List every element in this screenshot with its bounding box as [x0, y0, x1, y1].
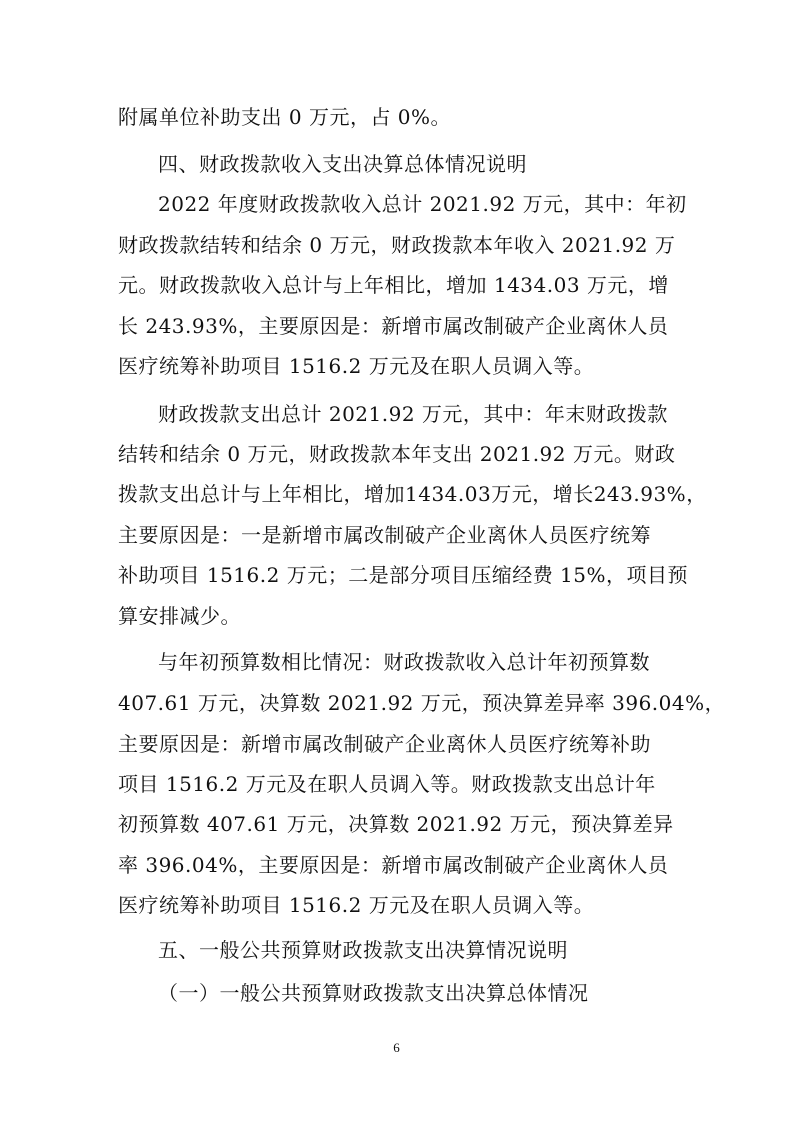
paragraph-line: 结转和结余 0 万元，财政拨款本年支出 2021.92 万元。财政: [118, 442, 676, 466]
section-heading-4: 四、财政拨款收入支出决算总体情况说明: [158, 152, 527, 176]
paragraph-line: 附属单位补助支出 0 万元，占 0%。: [118, 105, 452, 129]
page-number: 6: [393, 1040, 400, 1055]
paragraph-line: 初预算数 407.61 万元，决算数 2021.92 万元，预决算差异: [118, 812, 674, 836]
paragraph-line: 财政拨款结转和结余 0 万元，财政拨款本年收入 2021.92 万: [118, 233, 676, 257]
paragraph-line: 医疗统筹补助项目 1516.2 万元及在职人员调入等。: [118, 354, 595, 378]
paragraph-line: 项目 1516.2 万元及在职人员调入等。财政拨款支出总计年: [118, 772, 656, 796]
paragraph-line: 主要原因是：一是新增市属改制破产企业离休人员医疗统筹: [118, 523, 651, 547]
section-heading-5: 五、一般公共预算财政拨款支出决算情况说明: [158, 938, 568, 962]
paragraph-line: 拨款支出总计与上年相比，增加1434.03万元，增长243.93%，: [118, 482, 707, 506]
paragraph-line: 407.61 万元，决算数 2021.92 万元，预决算差异率 396.04%，: [118, 691, 726, 715]
paragraph-line: 元。财政拨款收入总计与上年相比，增加 1434.03 万元，增: [118, 273, 669, 297]
paragraph-line: 主要原因是：新增市属改制破产企业离休人员医疗统筹补助: [118, 732, 651, 756]
paragraph-line: 2022 年度财政拨款收入总计 2021.92 万元，其中：年初: [158, 192, 687, 216]
paragraph-line: 率 396.04%，主要原因是：新增市属改制破产企业离休人员: [118, 853, 669, 877]
paragraph-line: 与年初预算数相比情况：财政拨款收入总计年初预算数: [158, 650, 650, 674]
paragraph-line: 长 243.93%，主要原因是：新增市属改制破产企业离休人员: [118, 314, 669, 338]
paragraph-line: 财政拨款支出总计 2021.92 万元，其中：年末财政拨款: [158, 402, 668, 426]
subsection-heading: （一）一般公共预算财政拨款支出决算总体情况: [158, 981, 589, 1005]
paragraph-line: 补助项目 1516.2 万元；二是部分项目压缩经费 15%，项目预: [118, 563, 689, 587]
paragraph-line: 医疗统筹补助项目 1516.2 万元及在职人员调入等。: [118, 893, 595, 917]
paragraph-line: 算安排减少。: [118, 604, 241, 628]
